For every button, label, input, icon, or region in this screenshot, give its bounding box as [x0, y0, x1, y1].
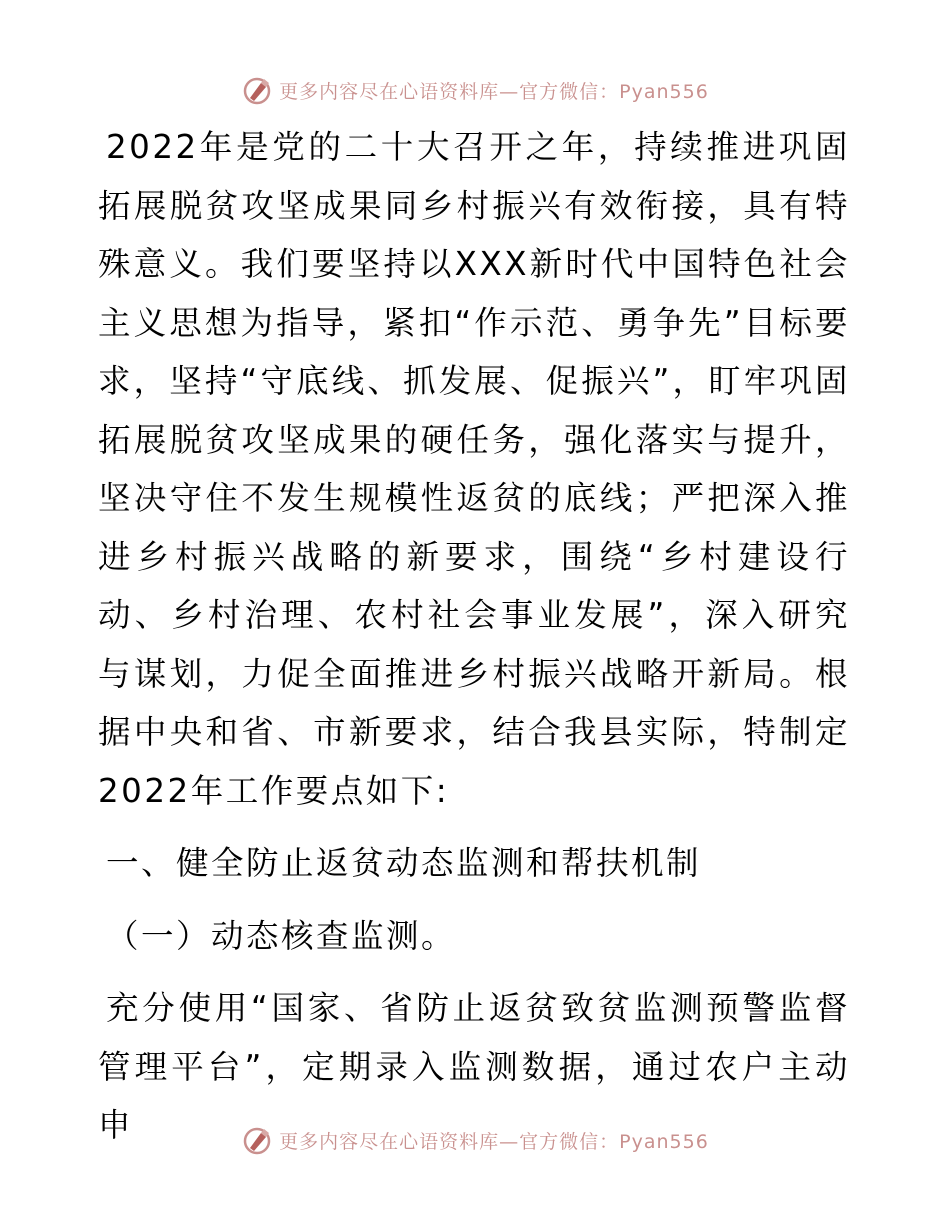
watermark-label: 更多内容尽在心语资料库—官方微信：Pyan556: [279, 1130, 709, 1153]
intro-paragraph: 2022年是党的二十大召开之年，持续推进巩固拓展脱贫攻坚成果同乡村振兴有效衔接，具有特殊意义。我们要坚持以XXX新时代中国特色社会主义思想为指导，紧扣“作示范、勇争先”目标要求，坚持“守底线、抓发展、促振兴”，盯牢巩固拓展脱贫攻坚成果的硬任务，强化落实与提升，坚决守住不发生规模性返贫的底线；严把深入推进乡村振兴战略的新要求，围绕“乡村建设行动、乡村治理、农村社会事业发展”，深入研究与谋划，力促全面推进乡村振兴战略开新局。根据中央和省、市新要求，结合我县实际，特制定2022年工作要点如下:: [98, 128, 850, 810]
pen-nib-circle-icon: [241, 74, 273, 106]
pen-nib-circle-icon: [241, 1124, 273, 1156]
section-heading: 一、健全防止返贫动态监测和帮扶机制: [106, 844, 702, 882]
watermark-footer: [0, 1120, 950, 1160]
watermark-label: 更多内容尽在心语资料库—官方微信：Pyan556: [279, 80, 709, 103]
body-paragraph: 充分使用“国家、省防止返贫致贫监测预警监督管理平台”，定期录入监测数据，通过农户主动申: [98, 989, 850, 1144]
subsection-heading: （一）动态核查监测。: [106, 916, 457, 955]
document-body: [98, 118, 850, 1155]
watermark-header: [0, 70, 950, 110]
wechat-id: Pyan556: [619, 1130, 709, 1153]
wechat-id: Pyan556: [619, 80, 709, 103]
